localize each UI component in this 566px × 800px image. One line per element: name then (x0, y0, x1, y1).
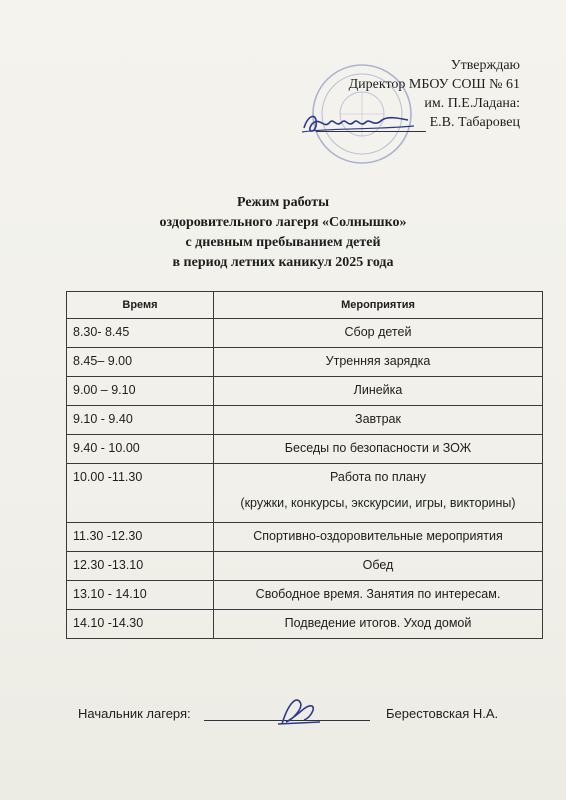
table-header-row (67, 292, 543, 319)
approval-director-name: Е.В. Табаровец (429, 115, 520, 130)
table-row (67, 377, 543, 406)
table-row (67, 435, 543, 464)
table-row (67, 348, 543, 377)
activity-cell: Обед (214, 552, 543, 581)
camp-head-name: Берестовская Н.А. (386, 706, 499, 721)
approval-director: Директор МБОУ СОШ № 61 (348, 77, 520, 92)
title-line-1: Режим работы (236, 195, 330, 210)
title-line-4: в период летних каникул 2025 года (172, 255, 394, 270)
time-cell: 9.40 - 10.00 (67, 435, 214, 464)
activity-cell: Спортивно-оздоровительные мероприятия (214, 523, 543, 552)
camp-head-signature-icon (274, 694, 324, 728)
time-cell: 8.45– 9.00 (67, 348, 214, 377)
activity-note: (кружки, конкурсы, экскурсии, игры, викторины) (240, 496, 516, 510)
table-row (67, 581, 543, 610)
time-cell: 10.00 -11.30 (67, 464, 214, 523)
time-cell: 12.30 -13.10 (67, 552, 214, 581)
activity-cell: Подведение итогов. Уход домой (214, 610, 543, 639)
activity-cell: Сбор детей (214, 319, 543, 348)
time-cell: 9.10 - 9.40 (67, 406, 214, 435)
column-header-activities: Мероприятия (214, 292, 543, 319)
activity-cell (214, 464, 543, 523)
table-row (67, 523, 543, 552)
column-header-time: Время (67, 292, 214, 319)
table-row (67, 406, 543, 435)
schedule-table (66, 291, 543, 639)
time-cell: 13.10 - 14.10 (67, 581, 214, 610)
activity-cell: Линейка (214, 377, 543, 406)
table-row (67, 464, 543, 523)
title-line-3: с дневным пребыванием детей (185, 235, 381, 250)
time-cell: 9.00 – 9.10 (67, 377, 214, 406)
time-cell: 11.30 -12.30 (67, 523, 214, 552)
activity-cell: Завтрак (214, 406, 543, 435)
activity-cell: Беседы по безопасности и ЗОЖ (214, 435, 543, 464)
table-row (67, 552, 543, 581)
activity-cell: Свободное время. Занятия по интересам. (214, 581, 543, 610)
activity-title: Работа по плану (329, 470, 427, 484)
activity-cell: Утренняя зарядка (214, 348, 543, 377)
title-line-2: оздоровительного лагеря «Солнышко» (159, 215, 407, 230)
table-row (67, 610, 543, 639)
camp-head-label: Начальник лагеря: (78, 706, 191, 721)
director-signature-icon (298, 106, 418, 140)
time-cell: 14.10 -14.30 (67, 610, 214, 639)
approval-school-name: им. П.Е.Ладана: (424, 96, 520, 111)
table-row (67, 319, 543, 348)
approval-heading: Утверждаю (450, 58, 520, 73)
time-cell: 8.30- 8.45 (67, 319, 214, 348)
document-title (0, 193, 566, 273)
